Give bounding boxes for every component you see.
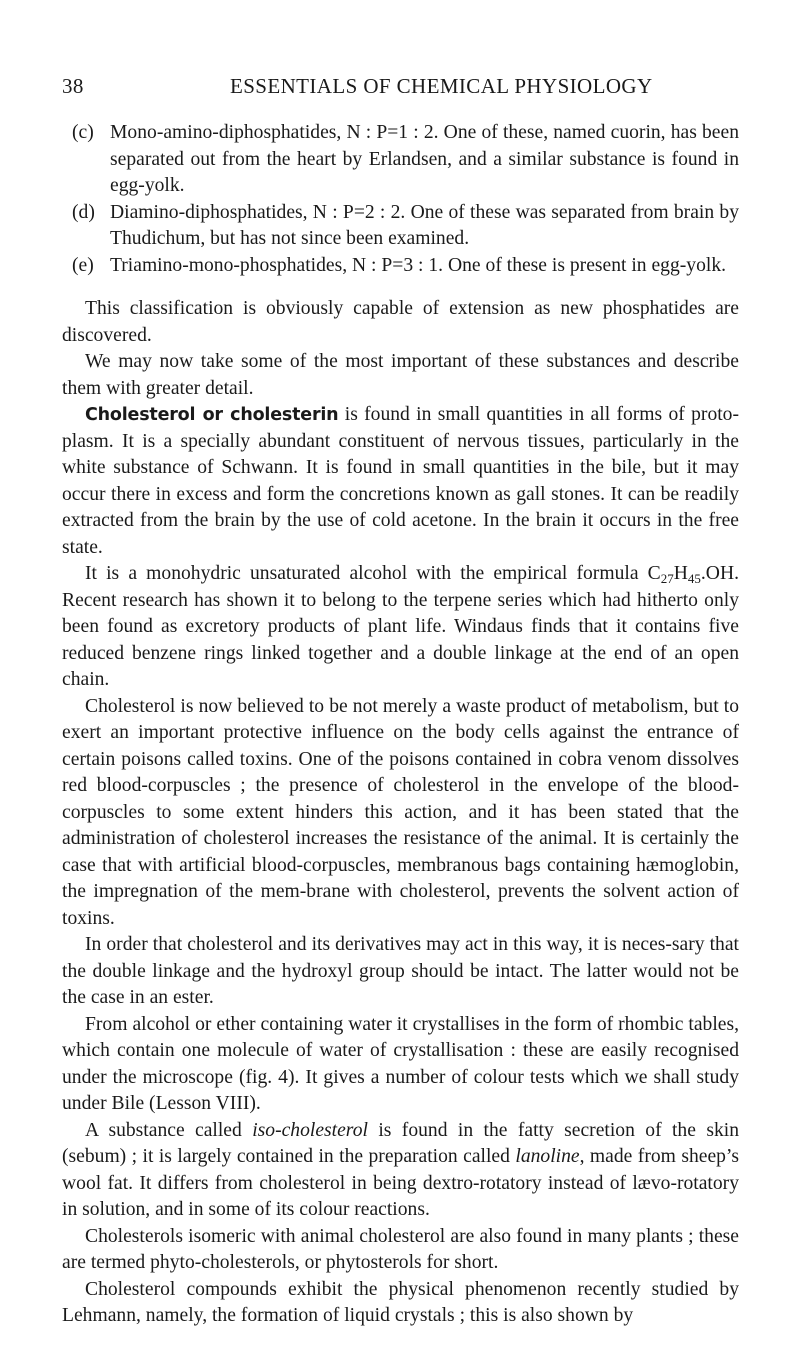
list-item-d (62, 200, 739, 253)
paragraph-protective-role: Cholesterol is now believed to be not merely a waste product of metabolism, but to exert an important protective influence on the body cells against the entrance of certain poisons called toxins. One of the poisons contained in cobra venom dissolves red blood-corpuscles ; the presence of cholesterol in the envelope of the blood-corpuscles to some extent hinders this action, and it has been stated that the administration of cholesterol increases the resistance of the animal. It is certainly the case that with artificial blood-corpuscles, membranous bags containing hæmoglobin, the impregnation of the mem-brane with cholesterol, prevents the solvent action of toxins. (62, 695, 739, 929)
list-item-text: Mono-amino-diphosphatides, N : P=1 : 2. One of these, named cuorin, has been separated out from the heart by Erlandsen, and a similar substance is found in egg-yolk. (110, 122, 739, 196)
paragraph-classification: This classification is obviously capable of extension as new phosphatides are discovered. (62, 298, 739, 346)
iso-text-e: , made from sheep’s wool fat. It differs from cholesterol in being dextro-rotatory instead of lævo-rotatory in solution, and in some of its colour reactions. (62, 1146, 740, 1220)
paragraph-cholesterol (62, 402, 739, 561)
running-title: ESSENTIALS OF CHEMICAL PHYSIOLOGY (230, 74, 653, 98)
term-iso-cholesterol: iso-cholesterol (252, 1119, 368, 1141)
list-marker: (d) (72, 201, 95, 223)
paragraph-crystallisation: From alcohol or ether containing water it crystallises in the form of rhombic tables, which contain one molecule of water of crystallisation : these are easily recognised under the microscope (fig. 4). It gives a number of colour tests which we shall study under Bile (Lesson VIII). (62, 1013, 739, 1114)
list-item-text: Triamino-mono-phosphatides, N : P=3 : 1. One of these is present in egg-yolk. (110, 254, 727, 276)
paragraph-intro: We may now take some of the most important of these substances and describe them with greater detail. (62, 351, 739, 399)
list-marker: (e) (72, 254, 94, 276)
list-item-c (62, 120, 739, 200)
paragraph-phytosterols: Cholesterols isomeric with animal cholesterol are also found in many plants ; these are termed phyto-cholesterols, or phytosterols for short. (62, 1225, 739, 1273)
body-text (62, 120, 739, 1330)
paragraph-formula (62, 561, 739, 694)
formula-subscript-45: 45 (687, 571, 701, 586)
formula-subscript-27: 27 (660, 571, 674, 586)
formula-text-a: It is a monohydric unsaturated alcohol with the empirical formula C (85, 563, 661, 584)
page-number: 38 (62, 74, 84, 98)
page-header (62, 74, 738, 104)
iso-text-c: is found in the fatty secretion of the skin (sebum) ; it is largely contained in the preparation called (62, 1119, 739, 1167)
iso-text-a: A substance called (85, 1119, 253, 1141)
formula-text-c: .OH. Recent research has shown it to belong to the terpene series which had hitherto only been found as excretory products of plant life. Windaus finds that it contains five reduced benzene rings linked together and a double linkage at the end of an open chain. (62, 563, 739, 690)
formula-text-b: H (673, 563, 688, 584)
paragraph-iso-cholesterol (62, 1118, 739, 1224)
paragraph-cholesterol-text: is found in small quantities in all forms of proto-plasm. It is a specially abundant constituent of nervous tissues, particularly in the white substance of Schwann. It is found in small quantities in the bile, but it may occur there in excess and form the concretions known as gall stones. It can be readily extracted from the brain by the use of cold acetone. In the brain it occurs in the free state. (62, 404, 740, 558)
paragraph-liquid-crystals: Cholesterol compounds exhibit the physical phenomenon recently studied by Lehmann, namely, the formation of liquid crystals ; this is also shown by (62, 1278, 739, 1326)
section-heading-cholesterol: Cholesterol or cholesterin (85, 405, 339, 425)
list-marker: (c) (72, 122, 94, 143)
paragraph-double-linkage: In order that cholesterol and its derivatives may act in this way, it is neces-sary that the double linkage and the hydroxyl group should be intact. The latter would not be the case in an ester. (62, 934, 739, 1008)
list-item-e (62, 253, 739, 280)
list-item-text: Diamino-diphosphatides, N : P=2 : 2. One of these was separated from brain by Thudichum, but has not since been examined. (110, 201, 739, 249)
term-lanoline: lanoline (515, 1146, 580, 1167)
